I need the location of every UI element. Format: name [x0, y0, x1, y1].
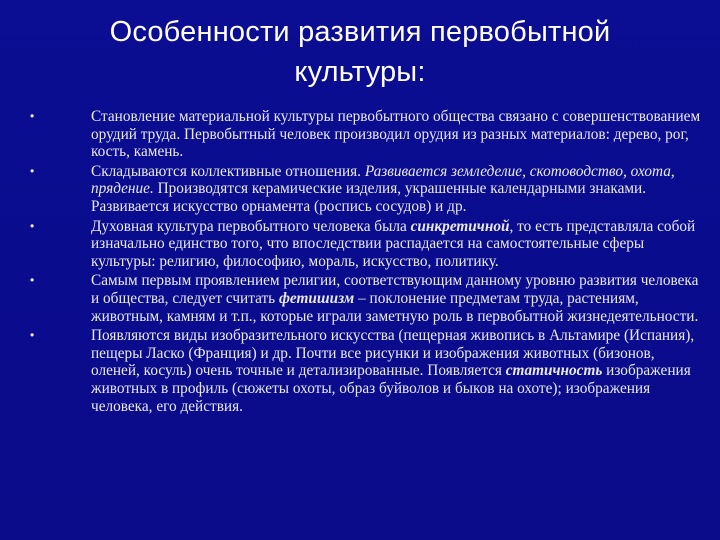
- bullet-4-text-a: Самым первым проявлением религии, соответствующим данному уровню развития человека и общества, следует считать: [91, 272, 699, 307]
- bullet-3-term: синкретичной: [410, 217, 510, 235]
- bullet-item-2: [30, 163, 706, 216]
- bullet-icon: •: [30, 163, 35, 178]
- bullet-1-text: Становление материальной культуры первобытного общества связано с совершенствованием орудий труда. Первобытный человек производил орудия из разных материалов: дерево, рог, кость, камень.: [91, 108, 701, 161]
- bullet-icon: •: [30, 328, 35, 343]
- bullet-2-emphasis: Развивается земледелие, скотоводство, охота, прядение.: [91, 162, 675, 198]
- bullet-5-text-a: Появляются виды изобразительного искусства (пещерная живопись в Альтамире (Испания), пещеры Ласко (Франция) и др. Почти все рисунки и изображения животных (бизонов, оленей, косуль) очень точные и детализированные. Появляется: [91, 327, 695, 380]
- bullet-item-4: [30, 272, 706, 325]
- bullet-3-text-a: Духовная культура первобытного человека была: [91, 217, 411, 235]
- slide-title-line-1: Особенности развития первобытной: [109, 16, 611, 48]
- bullet-item-3: [30, 218, 706, 271]
- bullet-5-text-b: изображения животных в профиль (сюжеты охоты, образ буйволов и быков на охоте); изображения человека, его действия.: [91, 362, 691, 415]
- bullet-item-5: [30, 327, 706, 415]
- bullet-item-1: [30, 108, 706, 161]
- bullet-3-text-b: , то есть представляла собой изначально единство того, что впоследствии распадается на самостоятельные сферы культуры: религию, философию, мораль, искусство, политику.: [91, 217, 696, 270]
- slide-title: [40, 12, 680, 92]
- bullet-2-text-a: Складываются коллективные отношения.: [91, 162, 365, 180]
- bullet-2-text-b: Производятся керамические изделия, украшенные календарными знаками. Развивается искусство орнамента (роспись сосудов) и др.: [91, 180, 647, 215]
- bullet-4-term: фетишизм: [278, 289, 355, 307]
- bullet-icon: •: [30, 218, 35, 233]
- bullet-list: [30, 108, 706, 415]
- bullet-4-text-b: – поклонение предметам труда, растениям, животным, камням и т.п., которые играли заметную роль в первобытной жизнедеятельности.: [91, 289, 699, 325]
- bullet-icon: •: [30, 109, 35, 123]
- slide-title-line-2: культуры:: [294, 56, 426, 88]
- bullet-5-term: статичность: [505, 362, 603, 380]
- bullet-icon: •: [30, 273, 35, 288]
